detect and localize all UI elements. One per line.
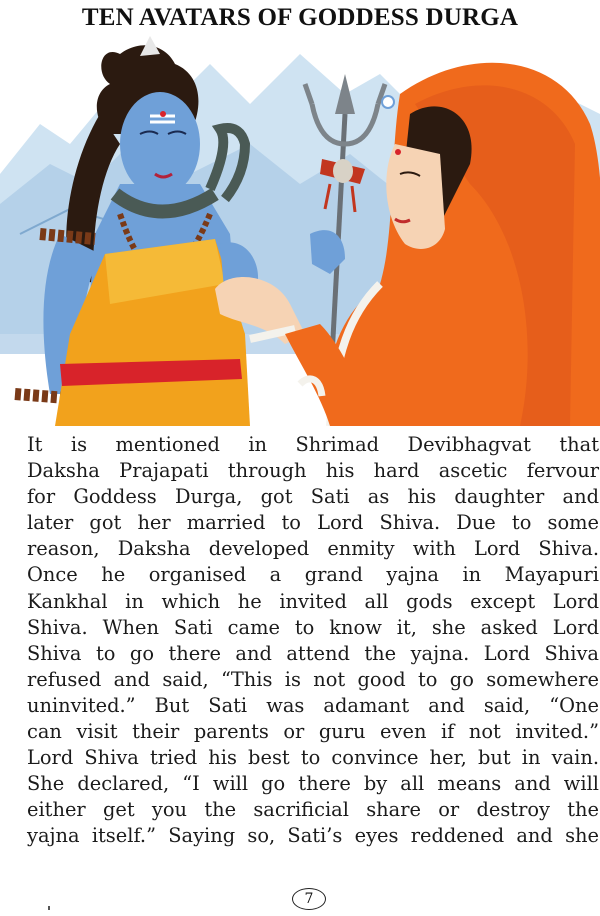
text-line: Shiva. When Sati came to know it, she asked Lord <box>27 615 599 639</box>
shiva-sati-illustration <box>0 34 600 426</box>
text-line: either get you the sacrificial share or destroy the <box>27 798 599 822</box>
text-line: can visit their parents or guru even if not invited.” <box>27 720 599 744</box>
text-line: She declared, “I will go there by all means and will <box>27 772 599 796</box>
text-line: uninvited.” But Sati was adamant and said, “One <box>27 693 599 717</box>
text-line: Lord Shiva tried his best to convince her, but in vain. <box>27 746 599 770</box>
text-line: It is mentioned in Shrimad Devibhagvat that <box>27 433 599 456</box>
text-line: later got her married to Lord Shiva. Due to some <box>27 511 599 535</box>
story-paragraph <box>27 432 599 850</box>
text-line: yajna itself.” Saying so, Sati’s eyes reddened and she <box>27 824 599 848</box>
page-number: 7 <box>292 888 326 910</box>
text-line: Shiva to go there and attend the yajna. Lord Shiva <box>27 641 599 665</box>
page-title: TEN AVATARS OF GODDESS DURGA <box>81 4 519 31</box>
text-line: for Goddess Durga, got Sati as his daughter and <box>27 485 599 509</box>
print-speck <box>48 906 50 910</box>
text-line: reason, Daksha developed enmity with Lord Shiva. <box>27 537 599 561</box>
text-line: Kankhal in which he invited all gods except Lord <box>27 589 599 613</box>
text-line: Once he organised a grand yajna in Mayapuri <box>27 563 599 587</box>
text-line: Daksha Prajapati through his hard ascetic fervour <box>27 459 599 483</box>
text-line: refused and said, “This is not good to go somewhere <box>27 667 599 691</box>
